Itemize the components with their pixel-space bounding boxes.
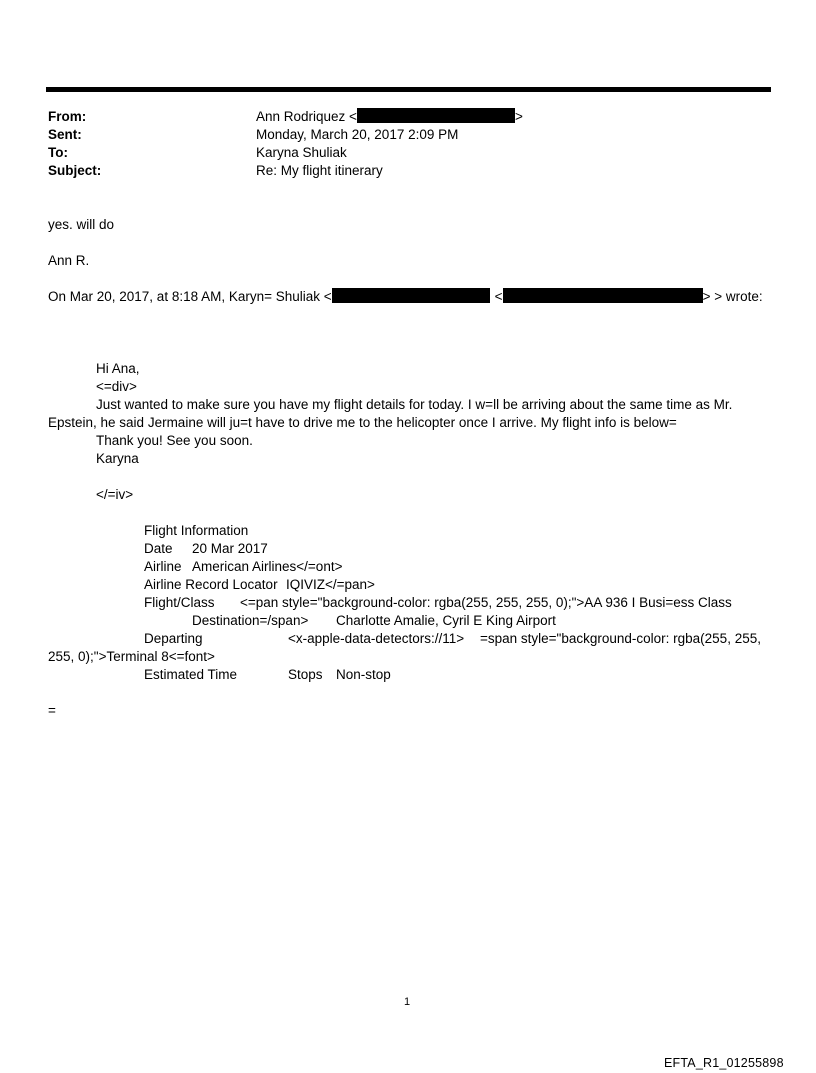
flight-depart-value: <x-apple-data-detectors://11> [288, 631, 465, 646]
from-value [256, 108, 523, 125]
quote-intro-mid: < [494, 289, 503, 304]
flight-date-label: Date [144, 541, 173, 556]
quoted-name: Karyna [96, 451, 139, 466]
document-id: EFTA_R1_01255898 [664, 1056, 784, 1070]
reply-line: yes. will do [48, 217, 115, 232]
quoted-para-line1: Just wanted to make sure you have my flight details for today. I w=ll be arriving about the same time as Mr. [96, 397, 733, 412]
quote-intro-suffix: > > wrote: [702, 289, 763, 304]
subject-label: Subject: [48, 163, 102, 178]
quoted-thanks: Thank you! See you soon. [96, 433, 253, 448]
quote-intro [48, 288, 763, 305]
from-close: > [514, 109, 523, 124]
redaction-box [503, 288, 703, 303]
flight-class-value: <=pan style="background-color: rgba(255, 255, 255, 0);">AA 936 I Busi=ess Class [240, 595, 732, 610]
quoted-div-close: </=iv> [96, 487, 134, 502]
sent-value: Monday, March 20, 2017 2:09 PM [256, 127, 459, 142]
flight-airline-value: American Airlines</=ont> [192, 559, 343, 574]
quoted-greeting: Hi Ana, [96, 361, 140, 376]
flight-est-label: Estimated Time [144, 667, 238, 682]
quoted-div-open: <=div> [96, 379, 137, 394]
header-rule [46, 87, 771, 92]
subject-value: Re: My flight itinerary [256, 163, 383, 178]
flight-date-value: 20 Mar 2017 [192, 541, 268, 556]
flight-airline-label: Airline [144, 559, 182, 574]
flight-stops-label: Stops [288, 667, 323, 682]
signature: Ann R. [48, 253, 90, 268]
flight-heading: Flight Information [144, 523, 249, 538]
flight-depart-label: Departing [144, 631, 203, 646]
quote-intro-prefix: On Mar 20, 2017, at 8:18 AM, Karyn= Shuliak < [48, 289, 332, 304]
flight-dest-label: Destination=/span> [192, 613, 309, 628]
trailing-equals: = [48, 703, 56, 718]
flight-locator-value: IQIVIZ</=pan> [286, 577, 375, 592]
redaction-box [332, 288, 490, 303]
to-value: Karyna Shuliak [256, 145, 347, 160]
flight-dest-value: Charlotte Amalie, Cyril E King Airport [336, 613, 556, 628]
flight-stops-value: Non-stop [336, 667, 391, 682]
to-label: To: [48, 145, 68, 160]
flight-depart-span: =span style="background-color: rgba(255, 255, [480, 631, 761, 646]
quoted-para-line2: Epstein, he said Jermaine will ju=t have to drive me to the helicopter once I arrive. My flight info is below= [48, 415, 677, 430]
page-number: 1 [404, 996, 411, 1008]
from-name: Ann Rodriquez < [256, 109, 357, 124]
redaction-box [357, 108, 515, 123]
flight-depart-cont: 255, 0);">Terminal 8<=font> [48, 649, 215, 664]
from-label: From: [48, 109, 87, 124]
flight-locator-label: Airline Record Locator [144, 577, 278, 592]
sent-label: Sent: [48, 127, 82, 142]
flight-class-label: Flight/Class [144, 595, 215, 610]
